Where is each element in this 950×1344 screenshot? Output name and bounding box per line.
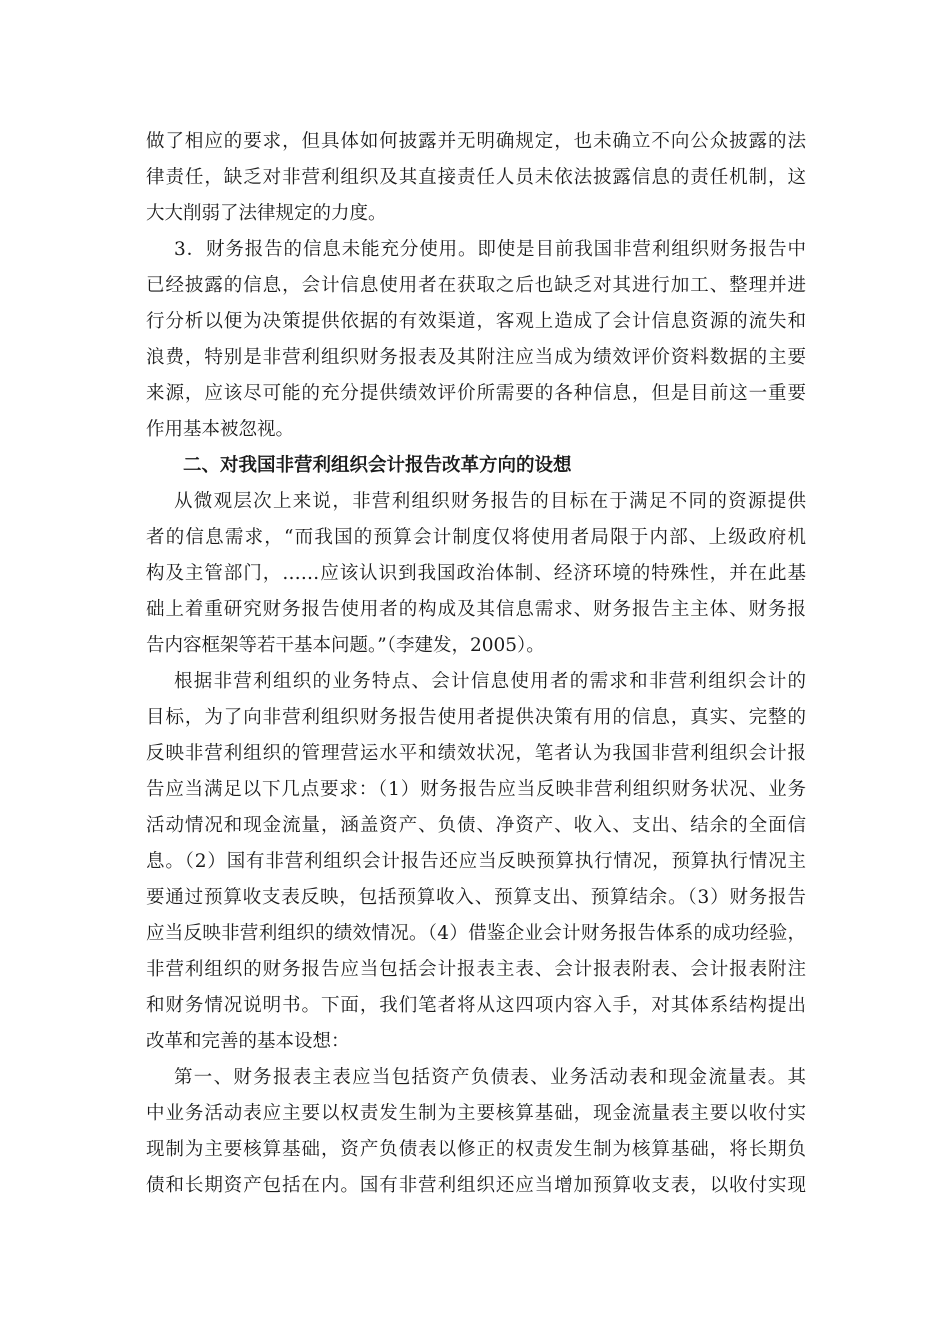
- text-line: 构及主管部门，……应该认识到我国政治体制、经济环境的特殊性，并在此基: [146, 563, 806, 584]
- text-line: 做了相应的要求，但具体如何披露并无明确规定，也未确立不向公众披露的法: [146, 131, 806, 152]
- text-line: 从微观层次上来说，非营利组织财务报告的目标在于满足不同的资源提供: [174, 491, 806, 512]
- text-line: 告应当满足以下几点要求：（1）财务报告应当反映非营利组织财务状况、业务: [146, 779, 806, 800]
- text-line: 大大削弱了法律规定的力度。: [146, 203, 387, 224]
- text-line: 第一、财务报表主表应当包括资产负债表、业务活动表和现金流量表。其: [174, 1067, 806, 1088]
- text-line: 息。（2）国有非营利组织会计报告还应当反映预算执行情况，预算执行情况主: [146, 851, 806, 872]
- text-line: 律责任，缺乏对非营利组织及其直接责任人员未依法披露信息的责任机制，这: [146, 167, 806, 188]
- text-line: 行分析以便为决策提供依据的有效渠道，客观上造成了会计信息资源的流失和: [146, 311, 806, 332]
- text-line: 根据非营利组织的业务特点、会计信息使用者的需求和非营利组织会计的: [174, 671, 806, 692]
- text-line: 已经披露的信息，会计信息使用者在获取之后也缺乏对其进行加工、整理并进: [146, 275, 806, 296]
- text-line: 现制为主要核算基础，资产负债表以修正的权责发生制为核算基础，将长期负: [146, 1139, 806, 1160]
- text-line: 债和长期资产包括在内。国有非营利组织还应当增加预算收支表，以收付实现: [146, 1175, 806, 1196]
- text-line: 浪费，特别是非营利组织财务报表及其附注应当成为绩效评价资料数据的主要: [146, 347, 806, 368]
- text-line: 非营利组织的财务报告应当包括会计报表主表、会计报表附表、会计报表附注: [146, 959, 806, 980]
- text-line: 础上着重研究财务报告使用者的构成及其信息需求、财务报告主主体、财务报: [146, 599, 806, 620]
- text-line: 反映非营利组织的管理营运水平和绩效状况，笔者认为我国非营利组织会计报: [146, 743, 806, 764]
- section-heading: 二、对我国非营利组织会计报告改革方向的设想: [183, 455, 572, 476]
- text-line: 作用基本被忽视。: [146, 419, 295, 440]
- text-line: 者的信息需求，“而我国的预算会计制度仅将使用者局限于内部、上级政府机: [146, 527, 806, 548]
- text-line: 3．财务报告的信息未能充分使用。即使是目前我国非营利组织财务报告中: [174, 239, 806, 260]
- text-line: 来源，应该尽可能的充分提供绩效评价所需要的各种信息，但是目前这一重要: [146, 383, 806, 404]
- text-line: 告内容框架等若干基本问题。”（李建发，2005）。: [146, 635, 545, 656]
- text-line: 和财务情况说明书。下面，我们笔者将从这四项内容入手，对其体系结构提出: [146, 995, 806, 1016]
- text-line: 改革和完善的基本设想：: [146, 1031, 350, 1052]
- text-line: 目标，为了向非营利组织财务报告使用者提供决策有用的信息，真实、完整的: [146, 707, 806, 728]
- document-body: [146, 124, 806, 1204]
- text-line: 活动情况和现金流量，涵盖资产、负债、净资产、收入、支出、结余的全面信: [146, 815, 806, 836]
- text-line: 中业务活动表应主要以权责发生制为主要核算基础，现金流量表主要以收付实: [146, 1103, 806, 1124]
- text-line: 要通过预算收支表反映，包括预算收入、预算支出、预算结余。（3）财务报告: [146, 887, 806, 908]
- text-line: 应当反映非营利组织的绩效情况。（4）借鉴企业会计财务报告体系的成功经验，: [146, 923, 806, 944]
